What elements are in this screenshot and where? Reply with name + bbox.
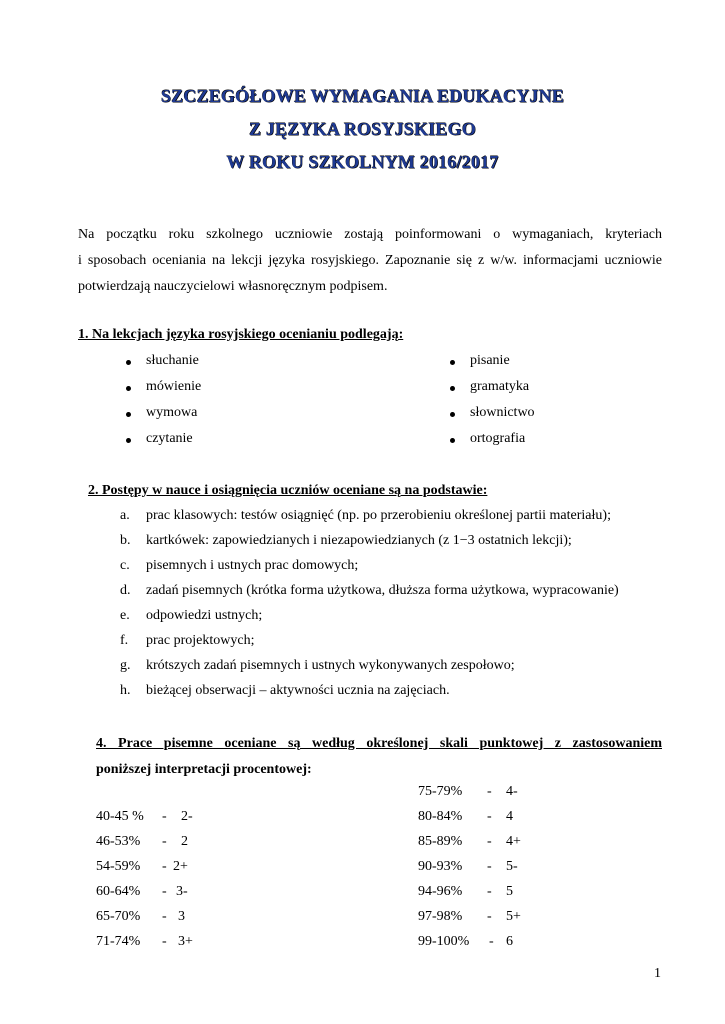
- page-number: 1: [654, 966, 661, 981]
- section-2-heading: 2. Postępy w nauce i osiągnięcia uczniów oceniane są na podstawie:: [88, 483, 488, 498]
- bullet-icon: [126, 412, 131, 417]
- bullet-icon: [450, 360, 455, 365]
- section-4-heading-line-1: 4. Prace pisemne oceniane są według określonej skali punktowej z zastosowaniem: [96, 736, 662, 751]
- section-4-heading-line-2: poniższej interpretacji procentowej:: [96, 762, 312, 777]
- bullet-icon: [126, 360, 131, 365]
- intro-line-2: i sposobach oceniania na lekcji języka rosyjskiego. Zapoznanie się z w/w. informacjami uczniowie: [78, 253, 662, 268]
- section-4-heading: [96, 731, 662, 783]
- section-1-heading: 1. Na lekcjach języka rosyjskiego ocenianiu podlegają:: [78, 327, 404, 342]
- title-line-2: Z JĘZYKA ROSYJSKIEGO: [248, 119, 477, 139]
- bullet-icon: [450, 386, 455, 391]
- title-line-3: W ROKU SZKOLNYM 2016/2017: [226, 152, 499, 172]
- bullet-icon: [126, 438, 131, 443]
- intro-line-3: potwierdzają nauczycielowi własnoręcznym podpisem.: [78, 279, 388, 294]
- bullet-icon: [126, 386, 131, 391]
- intro-paragraph: [78, 222, 662, 300]
- title-line-1: SZCZEGÓŁOWE WYMAGANIA EDUKACYJNE: [160, 86, 565, 106]
- document-page: SZCZEGÓŁOWE WYMAGANIA EDUKACYJNE Z JĘZYKA ROSYJSKIEGO W ROKU SZKOLNYM 2016/2017 Na początku roku szkolnego uczniowie zostają poinformowani o wymaganiach, kryteriach i sposobach oceniania na lekcji języka rosyjskiego. Zapoznanie się z w/w. informacjami uczniowie potwierdzają nauczycielowi własnoręcznym podpisem. 1. Na lekcjach języka rosyjskiego ocenianiu podlegają: słuchanie mówienie wymowa czytanie pisanie gramatyka słownictwo ortografia 2. Postępy w nauce i osiągnięcia uczniów oceniane są na podstawie: a. prac klasowych: testów osiągnięć (np. po przerobieniu określonej partii materiału); b. kartkówek: zapowiedzianych i niezapowiedzianych (z 1−3 ostatnich lekcji); c. pisemnych i ustnych prac domowych; d. zadań pisemnych (krótka forma użytkowa, dłuższa forma użytkowa, wypracowanie) e. odpowiedzi ustnych; f. prac projektowych; g. krótszych zadań pisemnych i ustnych wykonywanych zespołowo; h. bieżącej obserwacji – aktywności ucznia na zajęciach. 4. Prace pisemne oceniane są według określonej skali punktowej z zastosowaniem poniższej interpretacji procentowej: 40-45 % - 2- 46-53% - 2 54-59% - 2+ 60-64% - 3- 65-70% - 3 71-74% - 3+ 75-79% - 4- 80-84% - 4 85-89% - 4+ 90-93% - 5- 94-96% - 5 97-98% - 5+ 99-100% - 6 1: [0, 0, 725, 1024]
- intro-line-1: Na początku roku szkolnego uczniowie zostają poinformowani o wymaganiach, kryteriach: [78, 227, 662, 242]
- bullet-icon: [450, 412, 455, 417]
- bullet-icon: [450, 438, 455, 443]
